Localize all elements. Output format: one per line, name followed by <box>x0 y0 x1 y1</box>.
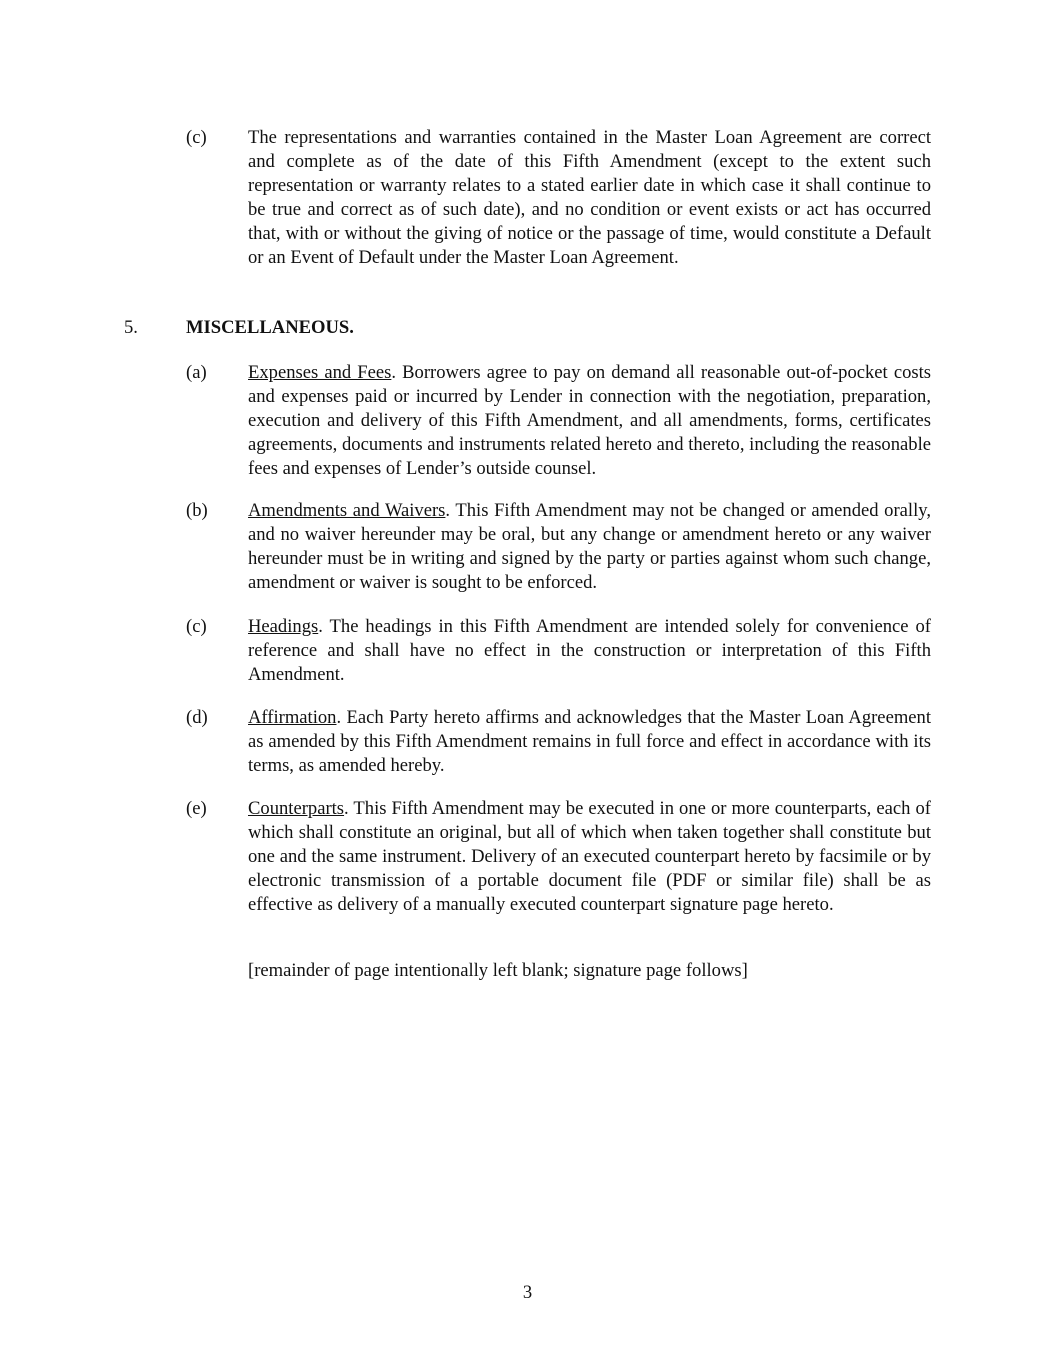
clause-heading: Amendments and Waivers <box>248 500 446 521</box>
clause-heading: Affirmation <box>248 707 337 728</box>
section-number: 5. <box>124 317 138 338</box>
clause-body: . This Fifth Amendment may be executed in one or more counterparts, each of which shall constitute an original, but all of which when taken together shall constitute but one and the same instrument. Delivery of an executed counterpart hereto by facsimile or by electronic transmission of a portable document file (PDF or similar file) shall be as effective as delivery of a manually executed counterpart signature page hereto. <box>248 798 931 915</box>
clause-text <box>248 797 931 917</box>
remainder-note: [remainder of page intentionally left blank; signature page follows] <box>248 960 748 981</box>
clause-5d <box>186 706 931 778</box>
clause-heading: Headings <box>248 616 319 637</box>
clause-text <box>248 361 931 481</box>
clause-text <box>248 499 931 595</box>
clause-text <box>248 706 931 778</box>
clause-4c <box>186 126 931 270</box>
clause-marker: (b) <box>186 500 208 521</box>
clause-body: . The headings in this Fifth Amendment are intended solely for convenience of reference and shall have no effect in the construction or interpretation of this Fifth Amendment. <box>248 616 931 685</box>
clause-marker: (c) <box>186 616 207 637</box>
clause-5e <box>186 797 931 917</box>
clause-heading: Expenses and Fees <box>248 362 392 383</box>
page-number: 3 <box>522 1282 533 1303</box>
clause-marker: (c) <box>186 127 207 148</box>
clause-5c <box>186 615 931 687</box>
clause-5b <box>186 499 931 595</box>
clause-text: The representations and warranties contained in the Master Loan Agreement are correct and complete as of the date of this Fifth Amendment (except to the extent such representation or warranty relates to a stated earlier date in which case it shall continue to be true and correct as of such date), and no condition or event exists or act has occurred that, with or without the giving of notice or the passage of time, would constitute a Default or an Event of Default under the Master Loan Agreement. <box>248 127 931 268</box>
clause-body: . Borrowers agree to pay on demand all reasonable out-of-pocket costs and expenses paid or incurred by Lender in connection with the negotiation, preparation, execution and delivery of this Fifth Amendment, and all amendments, forms, certificates agreements, documents and instruments related hereto and thereto, including the reasonable fees and expenses of Lender’s outside counsel. <box>248 362 932 479</box>
clause-text <box>248 615 931 687</box>
clause-marker: (d) <box>186 707 208 728</box>
clause-marker: (e) <box>186 798 207 819</box>
section-title: MISCELLANEOUS. <box>186 317 354 338</box>
clause-marker: (a) <box>186 362 207 383</box>
clause-heading: Counterparts <box>248 798 345 819</box>
clause-body: . Each Party hereto affirms and acknowledges that the Master Loan Agreement as amended by this Fifth Amendment remains in full force and effect in accordance with its terms, as amended hereby. <box>248 707 931 776</box>
clause-5a <box>186 361 931 481</box>
clause-body: . This Fifth Amendment may not be changed or amended orally, and no waiver hereunder may be oral, but any change or amendment hereto or any waiver hereunder must be in writing and signed by the party or parties against whom such change, amendment or waiver is sought to be enforced. <box>248 500 931 593</box>
